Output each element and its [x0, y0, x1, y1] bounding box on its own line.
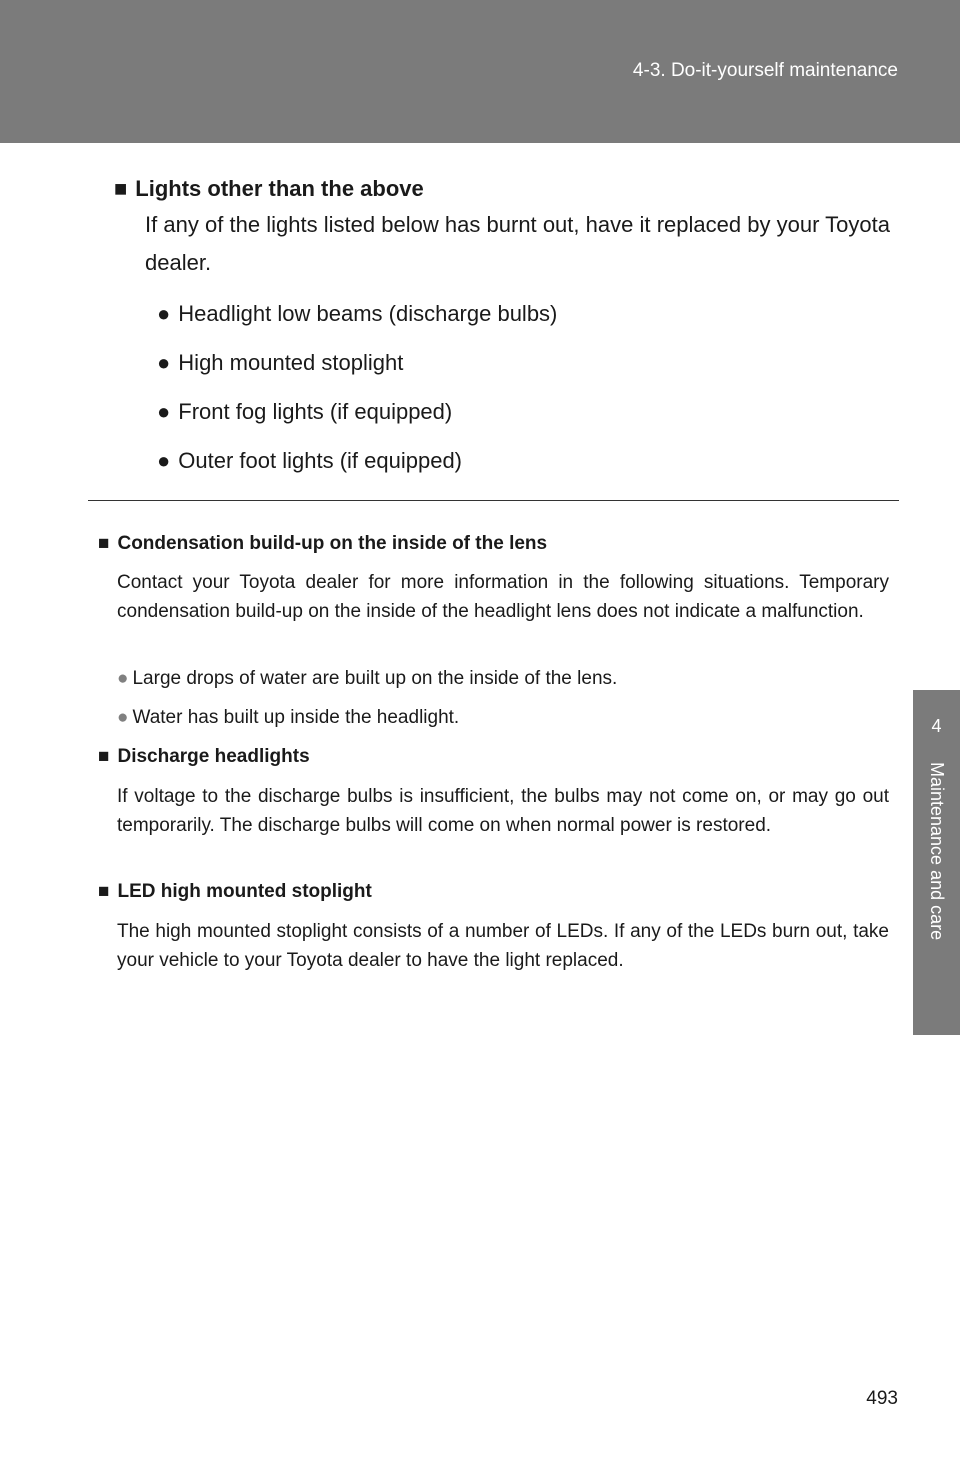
square-bullet-icon: ■ — [98, 533, 110, 554]
section-divider — [88, 500, 899, 501]
circle-bullet-icon: ● — [117, 707, 129, 728]
chapter-number: 4 — [931, 716, 942, 736]
note-heading-text: LED high mounted stoplight — [117, 881, 372, 902]
list-item-text: High mounted stoplight — [178, 350, 404, 375]
circle-bullet-icon: ● — [157, 448, 171, 473]
note-heading-text: Discharge headlights — [117, 746, 310, 767]
note-heading — [98, 881, 372, 903]
square-bullet-icon: ■ — [98, 881, 110, 902]
list-item — [157, 399, 452, 425]
note-paragraph: If voltage to the discharge bulbs is insufficient, the bulbs may not come on, or may go out temporarily. The discharge bulbs will come on when normal power is restored. — [117, 786, 889, 836]
list-item — [117, 707, 459, 729]
chapter-label: Maintenance and care — [927, 762, 947, 941]
square-bullet-icon: ■ — [114, 176, 128, 201]
square-bullet-icon: ■ — [98, 746, 110, 767]
main-heading — [114, 176, 424, 202]
note-heading — [98, 746, 310, 768]
main-heading-text: Lights other than the above — [135, 176, 424, 201]
list-item — [117, 668, 617, 690]
page-number: 493 — [866, 1388, 898, 1409]
list-item — [157, 448, 462, 474]
list-item-text: Water has built up inside the headlight. — [132, 707, 460, 728]
page-header — [0, 0, 960, 143]
note-paragraph: The high mounted stoplight consists of a number of LEDs. If any of the LEDs burn out, take your vehicle to your Toyota dealer to have the light replaced. — [117, 921, 889, 971]
list-item — [157, 350, 403, 376]
circle-bullet-icon: ● — [157, 399, 171, 424]
circle-bullet-icon: ● — [157, 301, 171, 326]
list-item-text: Headlight low beams (discharge bulbs) — [178, 301, 558, 326]
section-title: 4-3. Do-it-yourself maintenance — [632, 60, 898, 81]
chapter-label-container — [913, 762, 960, 1032]
circle-bullet-icon: ● — [117, 668, 129, 689]
note-paragraph: Contact your Toyota dealer for more information in the following situations. Temporary condensation build-up on the inside of the headlight lens does not indicate a malfunction. — [117, 572, 889, 622]
note-heading-text: Condensation build-up on the inside of the lens — [117, 533, 548, 554]
list-item-text: Front fog lights (if equipped) — [178, 399, 453, 424]
list-item-text: Large drops of water are built up on the inside of the lens. — [132, 668, 618, 689]
note-heading — [98, 533, 547, 555]
main-paragraph: If any of the lights listed below has burnt out, have it replaced by your Toyota dealer. — [145, 212, 890, 275]
circle-bullet-icon: ● — [157, 350, 171, 375]
list-item-text: Outer foot lights (if equipped) — [178, 448, 463, 473]
list-item — [157, 301, 557, 327]
